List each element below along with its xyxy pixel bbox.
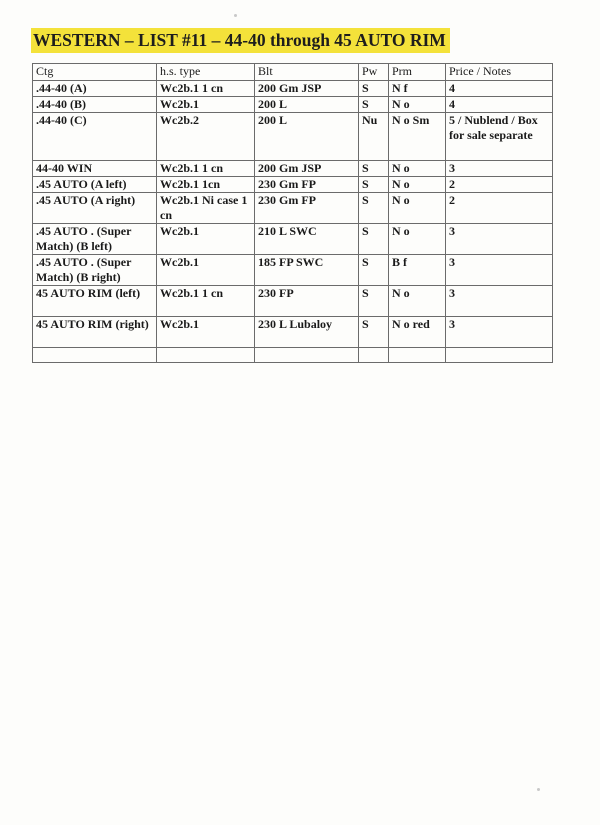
cell-pw: S	[359, 81, 389, 97]
table-row	[33, 113, 553, 161]
cell-ctg: 45 AUTO RIM (right)	[33, 317, 157, 348]
cell-notes: 3	[446, 161, 553, 177]
cell-notes: 3	[446, 224, 553, 255]
table-header-row	[33, 64, 553, 81]
cell-pw: S	[359, 224, 389, 255]
cell-notes: 3	[446, 286, 553, 317]
cell-blt: 185 FP SWC	[255, 255, 359, 286]
cell-prm: N o	[389, 97, 446, 113]
column-header-blt: Blt	[255, 64, 359, 81]
cell-pw: S	[359, 255, 389, 286]
cell-hs-type: Wc2b.1	[157, 97, 255, 113]
cell-ctg: 45 AUTO RIM (left)	[33, 286, 157, 317]
cell-blt: 200 L	[255, 113, 359, 161]
column-header-ctg: Ctg	[33, 64, 157, 81]
cell-prm: N o Sm	[389, 113, 446, 161]
cell-pw: S	[359, 161, 389, 177]
cell-pw: S	[359, 177, 389, 193]
cell-empty	[33, 348, 157, 363]
table-row	[33, 193, 553, 224]
cell-notes: 4	[446, 81, 553, 97]
cell-empty	[157, 348, 255, 363]
cell-ctg: .45 AUTO (A right)	[33, 193, 157, 224]
cell-ctg: .45 AUTO (A left)	[33, 177, 157, 193]
cell-ctg: 44-40 WIN	[33, 161, 157, 177]
cell-blt: 230 FP	[255, 286, 359, 317]
cell-pw: S	[359, 97, 389, 113]
cell-prm: N o	[389, 161, 446, 177]
column-header-price-notes: Price / Notes	[446, 64, 553, 81]
cell-prm: N o	[389, 177, 446, 193]
cell-pw: Nu	[359, 113, 389, 161]
cell-blt: 200 Gm JSP	[255, 81, 359, 97]
scan-speck	[234, 14, 237, 17]
cell-ctg: .44-40 (B)	[33, 97, 157, 113]
cell-hs-type: Wc2b.2	[157, 113, 255, 161]
page-title: WESTERN – LIST #11 – 44-40 through 45 AUTO RIM	[31, 28, 450, 53]
cell-ctg: .45 AUTO . (Super Match) (B left)	[33, 224, 157, 255]
ammo-list-table	[32, 63, 553, 363]
cell-blt: 210 L SWC	[255, 224, 359, 255]
cell-notes: 2	[446, 177, 553, 193]
table-row	[33, 286, 553, 317]
cell-blt: 230 Gm FP	[255, 193, 359, 224]
cell-pw: S	[359, 317, 389, 348]
cell-hs-type: Wc2b.1 1 cn	[157, 286, 255, 317]
cell-hs-type: Wc2b.1	[157, 317, 255, 348]
cell-notes: 4	[446, 97, 553, 113]
cell-notes: 2	[446, 193, 553, 224]
table-row	[33, 81, 553, 97]
table-row	[33, 161, 553, 177]
cell-hs-type: Wc2b.1	[157, 224, 255, 255]
table-row	[33, 97, 553, 113]
table-row	[33, 255, 553, 286]
table-row	[33, 177, 553, 193]
cell-ctg: .44-40 (C)	[33, 113, 157, 161]
cell-empty	[359, 348, 389, 363]
cell-blt: 200 Gm JSP	[255, 161, 359, 177]
cell-prm: N o	[389, 286, 446, 317]
cell-empty	[389, 348, 446, 363]
cell-hs-type: Wc2b.1 1 cn	[157, 81, 255, 97]
table-row-empty	[33, 348, 553, 363]
cell-ctg: .44-40 (A)	[33, 81, 157, 97]
cell-notes: 3	[446, 255, 553, 286]
table-row	[33, 224, 553, 255]
cell-hs-type: Wc2b.1 1cn	[157, 177, 255, 193]
column-header-pw: Pw	[359, 64, 389, 81]
column-header-prm: Prm	[389, 64, 446, 81]
cell-notes: 5 / Nublend / Box for sale separate	[446, 113, 553, 161]
cell-pw: S	[359, 193, 389, 224]
cell-ctg: .45 AUTO . (Super Match) (B right)	[33, 255, 157, 286]
cell-blt: 200 L	[255, 97, 359, 113]
column-header-hs-type: h.s. type	[157, 64, 255, 81]
cell-prm: N o	[389, 224, 446, 255]
cell-prm: N f	[389, 81, 446, 97]
cell-hs-type: Wc2b.1 1 cn	[157, 161, 255, 177]
cell-pw: S	[359, 286, 389, 317]
cell-empty	[255, 348, 359, 363]
cell-empty	[446, 348, 553, 363]
cell-prm: N o red	[389, 317, 446, 348]
table-row	[33, 317, 553, 348]
cell-notes: 3	[446, 317, 553, 348]
scan-speck	[537, 788, 540, 791]
cell-prm: B f	[389, 255, 446, 286]
cell-hs-type: Wc2b.1	[157, 255, 255, 286]
cell-prm: N o	[389, 193, 446, 224]
cell-hs-type: Wc2b.1 Ni case 1 cn	[157, 193, 255, 224]
cell-blt: 230 L Lubaloy	[255, 317, 359, 348]
cell-blt: 230 Gm FP	[255, 177, 359, 193]
